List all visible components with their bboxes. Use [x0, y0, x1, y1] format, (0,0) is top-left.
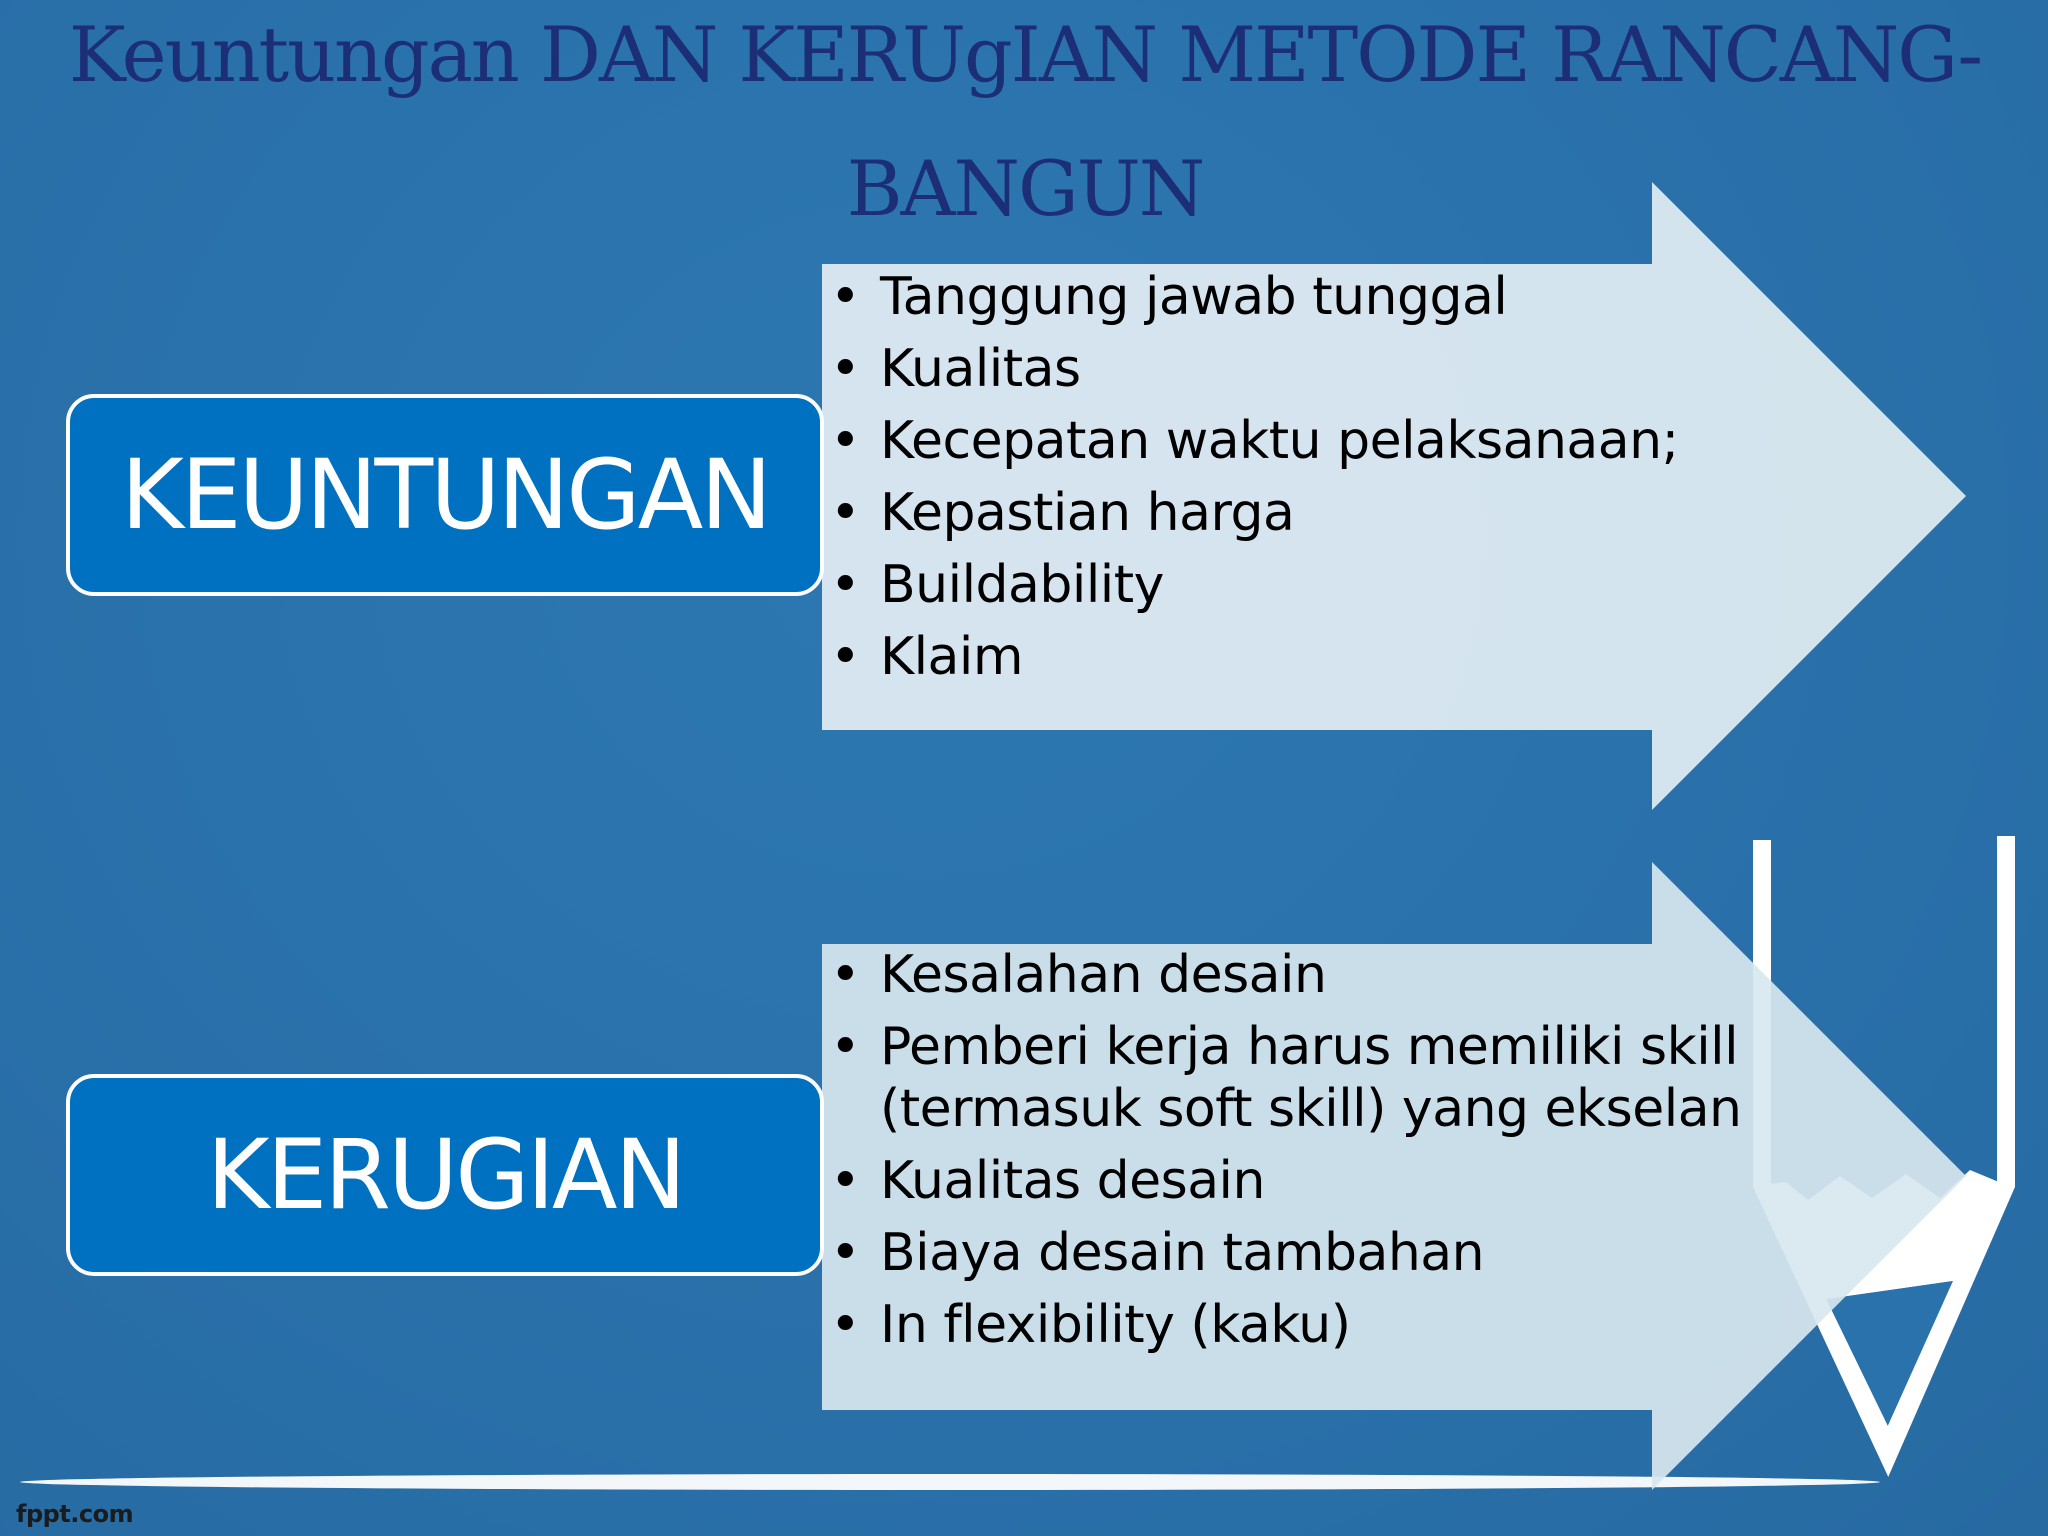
keuntungan-list	[828, 266, 1679, 698]
list-item: • Kesalahan desain	[828, 944, 1742, 1006]
floor-line	[20, 1474, 1880, 1490]
kerugian-list	[828, 944, 1742, 1366]
list-item: • Biaya desain tambahan	[828, 1222, 1742, 1284]
list-item: • Kepastian harga	[828, 482, 1679, 544]
list-item: • Klaim	[828, 626, 1679, 688]
footer-brand: fppt.com	[16, 1500, 134, 1528]
list-item-line-1: Pemberi kerja harus memiliki skill	[880, 1017, 1739, 1077]
list-item-line-2: (termasuk soft skill) yang ekselan	[880, 1079, 1742, 1139]
kerugian-label-box: KERUGIAN	[66, 1074, 824, 1276]
list-item: • Tanggung jawab tunggal	[828, 266, 1679, 328]
list-item: • Buildability	[828, 554, 1679, 616]
keuntungan-label-box: KEUNTUNGAN	[66, 394, 824, 596]
slide-title: Keuntungan DAN KERUgIAN METODE RANCANG-BANGUN	[68, 10, 1982, 233]
list-item: • Kecepatan waktu pelaksanaan;	[828, 410, 1679, 472]
list-item-multiline	[828, 1016, 1742, 1140]
list-item: • Kualitas desain	[828, 1150, 1742, 1212]
list-item: • In flexibility (kaku)	[828, 1294, 1742, 1356]
list-item: • Kualitas	[828, 338, 1679, 400]
